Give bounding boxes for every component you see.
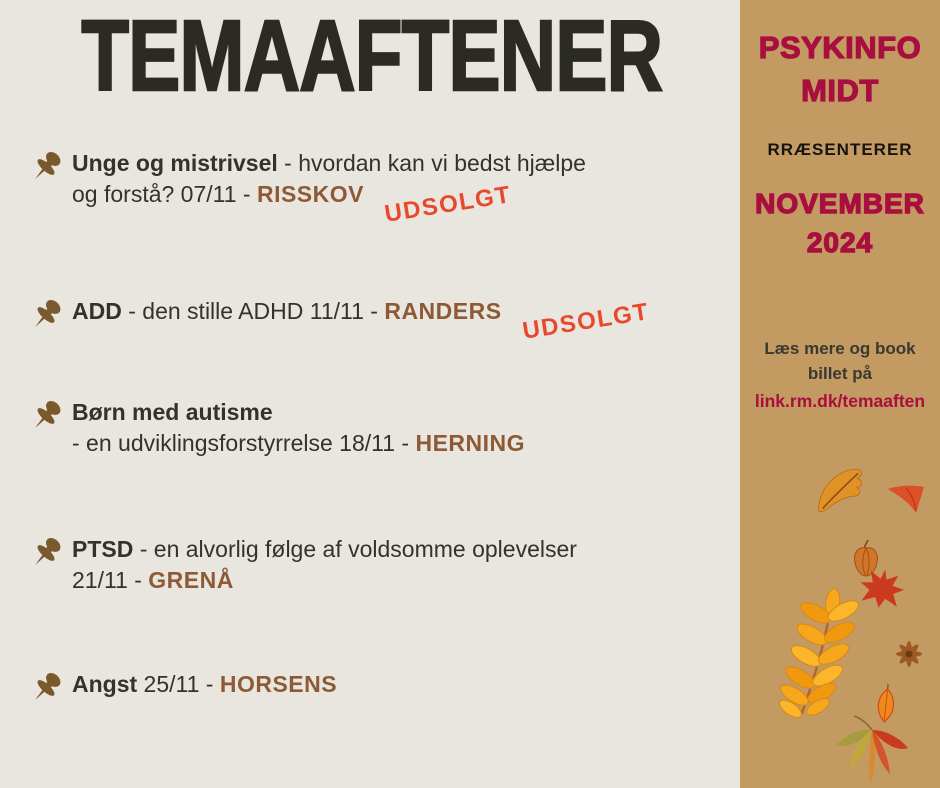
event-text-segment: - den stille ADHD 11/11 - bbox=[121, 298, 385, 324]
brand-line1: PSYKINFO bbox=[758, 30, 922, 65]
month-title bbox=[740, 184, 940, 262]
booking-link[interactable]: link.rm.dk/temaaften bbox=[754, 391, 926, 411]
pushpin-icon bbox=[28, 397, 64, 435]
event-text bbox=[72, 534, 577, 596]
event-text-segment: Angst bbox=[72, 671, 138, 697]
event-text bbox=[72, 669, 337, 700]
event-row bbox=[28, 296, 651, 345]
event-text-segment: Unge og mistrivsel bbox=[72, 150, 278, 176]
event-row bbox=[28, 669, 337, 707]
sidebar bbox=[740, 0, 940, 788]
cta-line2: billet på bbox=[807, 364, 873, 383]
event-text-segment: Børn med autisme bbox=[72, 399, 273, 425]
event-text-segment: 21/11 - bbox=[72, 567, 149, 593]
event-text-segment: PTSD bbox=[72, 536, 134, 562]
pushpin-icon bbox=[28, 669, 64, 707]
event-text bbox=[72, 397, 525, 459]
event-location: RISSKOV bbox=[256, 181, 364, 207]
event-text-segment: - en udviklingsforstyrrelse 18/11 - bbox=[72, 430, 416, 456]
event-location: HERNING bbox=[415, 430, 526, 456]
event-text-segment: ADD bbox=[72, 298, 122, 324]
cta-text bbox=[740, 336, 940, 386]
event-location: RANDERS bbox=[384, 298, 502, 324]
page-title: TEMAAFTENER bbox=[81, 0, 663, 112]
event-text-segment: - hvordan kan vi bedst hjælpe bbox=[277, 150, 586, 176]
event-location: HORSENS bbox=[219, 671, 338, 697]
year-line: 2024 bbox=[806, 227, 874, 258]
pushpin-icon bbox=[28, 534, 64, 572]
pushpin-icon bbox=[28, 296, 64, 334]
event-row bbox=[28, 397, 525, 459]
cta-line1: Læs mere og book bbox=[764, 339, 916, 358]
event-row bbox=[28, 148, 586, 228]
event-text-segment: og forstå? 07/11 - bbox=[72, 181, 257, 207]
event-text bbox=[72, 148, 586, 228]
event-text-segment: - en alvorlig følge af voldsomme oplevelser bbox=[133, 536, 577, 562]
presents-label: RRÆSENTERER bbox=[767, 140, 913, 159]
brand-title bbox=[740, 26, 940, 112]
event-text bbox=[72, 296, 651, 345]
event-row bbox=[28, 534, 577, 596]
event-text-segment: 25/11 - bbox=[137, 671, 220, 697]
pushpin-icon bbox=[28, 148, 64, 186]
soldout-stamp: UDSOLGT bbox=[382, 181, 514, 228]
month-line: NOVEMBER bbox=[755, 188, 925, 219]
brand-line2: MIDT bbox=[801, 73, 879, 108]
event-location: GRENÅ bbox=[148, 567, 234, 593]
soldout-stamp: UDSOLGT bbox=[520, 298, 651, 345]
